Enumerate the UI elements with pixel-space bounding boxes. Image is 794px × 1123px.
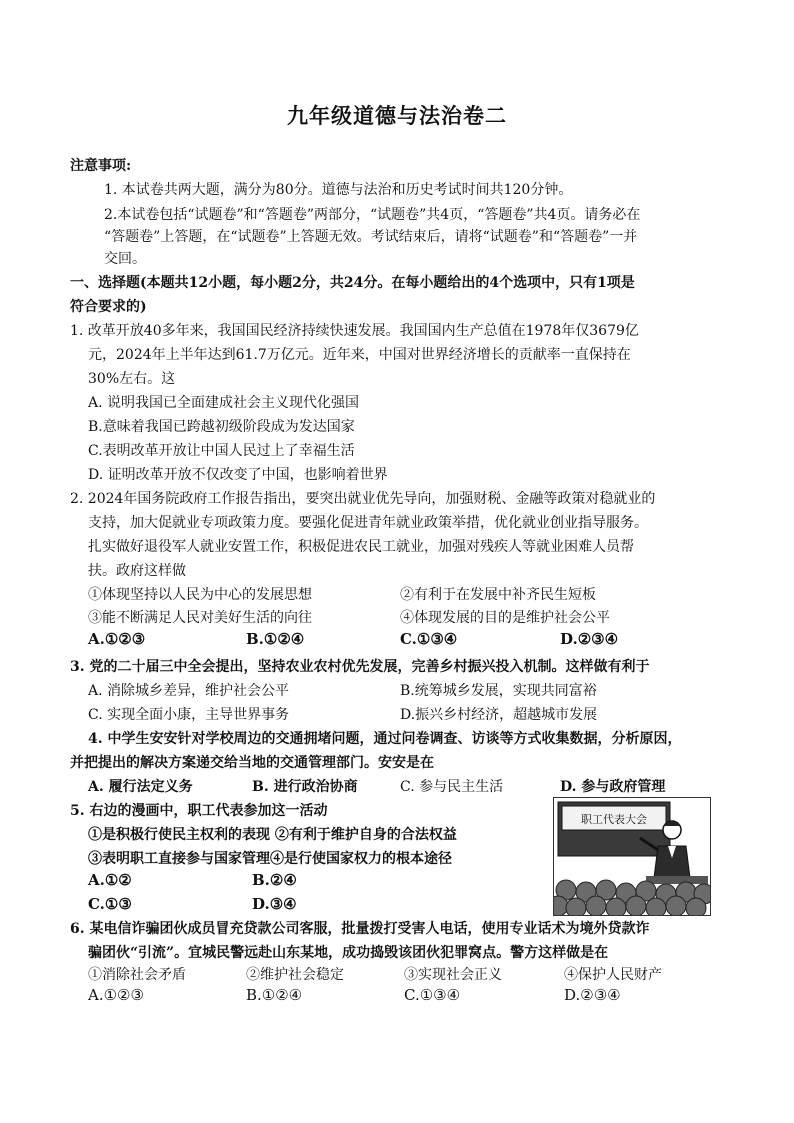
notice-item-2-end: 交回。 [104, 251, 146, 267]
q6-answer-b: B.①②④ [246, 986, 303, 1004]
q5-items-line-1: ①是积极行使民主权利的表现 ②有利于维护自身的合法权益 [88, 827, 457, 843]
q1-option-c: C.表明改革开放让中国人民过上了幸福生活 [88, 443, 355, 459]
q6-item-3: ③实现社会正义 [404, 967, 502, 983]
q4-stem-1: 4. 中学生安安针对学校周边的交通拥堵问题，通过问卷调查、访谈等方式收集数据，分析原因， [88, 731, 682, 747]
q6-answer-a: A.①②③ [88, 986, 144, 1004]
worker-congress-cartoon [553, 797, 711, 916]
q2-answer-d: D.②③④ [560, 630, 619, 648]
section-heading-cont: 符合要求的) [70, 299, 147, 315]
q1-option-b: B.意味着我国已跨越初级阶段成为发达国家 [88, 419, 355, 435]
q2-stem-4: 扶。政府这样做 [88, 563, 186, 579]
q1-stem-2: 元，2024年上半年达到61.7万亿元。近年来，中国对世界经济增长的贡献率一直保持在 [88, 347, 631, 363]
q3-option-c: C. 实现全面小康，主导世界事务 [88, 707, 290, 723]
page-title: 九年级道德与法治卷二 [287, 103, 507, 128]
q5-stem: 5. 右边的漫画中，职工代表参加这一活动 [70, 803, 328, 819]
q2-item-2: ②有利于在发展中补齐民生短板 [400, 587, 596, 603]
q4-stem-2: 并把提出的解决方案递交给当地的交通管理部门。安安是在 [70, 755, 434, 771]
q4-option-a: A. 履行法定义务 [88, 779, 193, 795]
q1-stem-1: 1. 改革开放40多年来，我国国民经济持续快速发展。我国国内生产总值在1978年仅3679亿 [70, 323, 639, 339]
q1-option-a: A. 说明我国已全面建成社会主义现代化强国 [88, 395, 360, 411]
q2-item-3: ③能不断满足人民对美好生活的向往 [88, 610, 312, 626]
q2-answer-a: A.①②③ [88, 630, 146, 648]
q2-stem-1: 2. 2024年国务院政府工作报告指出，要突出就业优先导向，加强财税、金融等政策对稳就业的 [70, 491, 656, 507]
q2-stem-2: 支持，加大促就业专项政策力度。要强化促进青年就业政策举措，优化就业创业指导服务。 [88, 515, 648, 531]
q1-option-d: D. 证明改革开放不仅改变了中国，也影响着世界 [88, 467, 388, 483]
q1-stem-3: 30%左右。这 [88, 371, 176, 387]
notice-item-2-cont: “答题卷”上答题，在“试题卷”上答题无效。考试结束后，请将“试题卷”和“答题卷”一并 [104, 229, 638, 245]
notice-item-1: 1. 本试卷共两大题，满分为80分。道德与法治和历史考试时间共120分钟。 [104, 182, 573, 198]
q2-stem-3: 扎实做好退役军人就业安置工作，积极促进农民工就业，加强对残疾人等就业困难人员帮 [88, 539, 634, 555]
q3-option-b: B.统筹城乡发展，实现共同富裕 [400, 683, 597, 699]
cartoon-drawing [554, 798, 710, 915]
q4-option-c: C. 参与民主生活 [400, 779, 504, 795]
q5-answer-c: C.①③ [88, 895, 132, 913]
q3-stem: 3. 党的二十届三中全会提出，坚持农业农村优先发展，完善乡村振兴投入机制。这样做有利于 [70, 659, 650, 675]
q5-answer-b: B.②④ [252, 871, 297, 889]
cartoon-banner-text: 职工代表大会 [581, 813, 647, 826]
notice-heading: 注意事项: [70, 158, 132, 174]
section-heading: 一、选择题(本题共12小题，每小题2分，共24分。在每小题给出的4个选项中，只有1项是 [70, 275, 635, 291]
q6-answer-c: C.①③④ [404, 986, 461, 1004]
q2-answer-c: C.①③④ [400, 630, 458, 648]
q5-answer-d: D.③④ [252, 895, 297, 913]
q6-answer-d: D.②③④ [564, 986, 621, 1004]
q6-item-4: ④保护人民财产 [564, 967, 662, 983]
q3-option-d: D.振兴乡村经济，超越城市发展 [400, 707, 598, 723]
notice-item-2: 2.本试卷包括“试题卷”和“答题卷”两部分，“试题卷”共4页，“答题卷”共4页。请务必在 [104, 207, 641, 223]
q2-item-4: ④体现发展的目的是维护社会公平 [400, 610, 610, 626]
q5-items-line-2: ③表明职工直接参与国家管理④是行使国家权力的根本途径 [88, 851, 452, 867]
q6-item-2: ②维护社会稳定 [246, 967, 344, 983]
q6-stem-2: 骗团伙“引流”。宜城民警远赴山东某地，成功捣毁该团伙犯罪窝点。警方这样做是在 [88, 945, 609, 961]
q6-stem-1: 6. 某电信诈骗团伙成员冒充贷款公司客服，批量拨打受害人电话，使用专业话术为境外贷款诈 [70, 921, 650, 937]
q6-item-1: ①消除社会矛盾 [88, 967, 186, 983]
q5-answer-a: A.①② [88, 871, 132, 889]
q2-answer-b: B.①②④ [246, 630, 305, 648]
q3-option-a: A. 消除城乡差异，维护社会公平 [88, 683, 290, 699]
q2-item-1: ①体现坚持以人民为中心的发展思想 [88, 587, 312, 603]
q4-option-d: D. 参与政府管理 [560, 779, 666, 795]
q4-option-b: B. 进行政治协商 [252, 779, 358, 795]
